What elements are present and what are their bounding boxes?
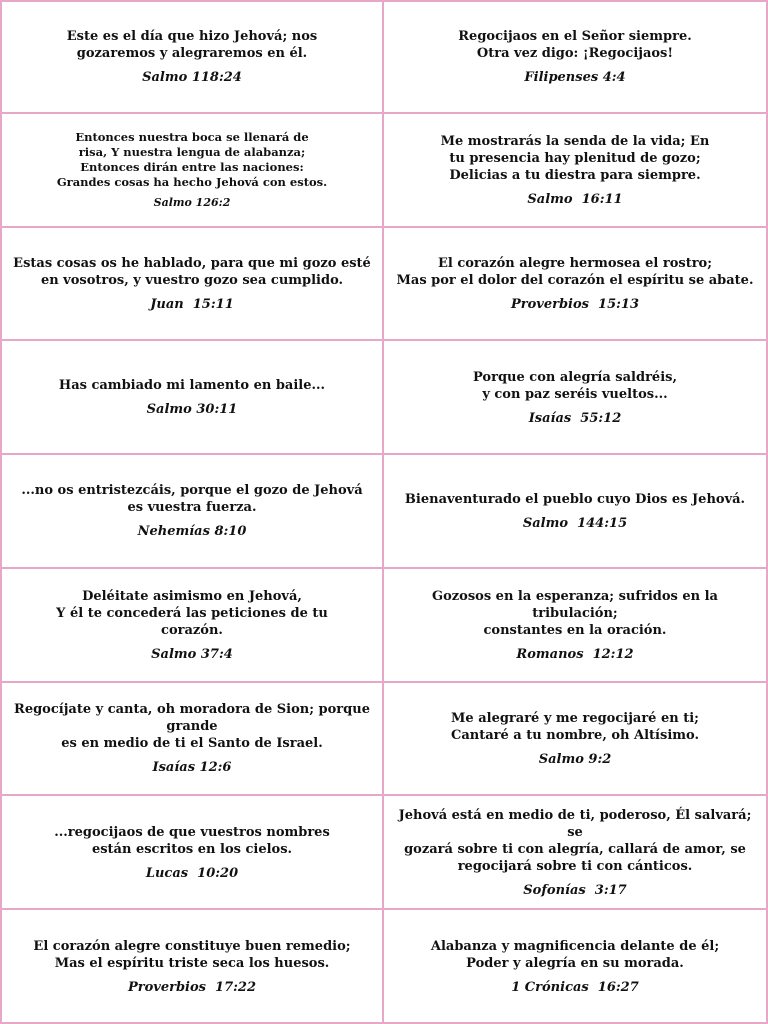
verse-card <box>0 341 384 455</box>
verse-text: ...regocijaos de que vuestros nombres están escritos en los cielos. <box>54 824 330 857</box>
verse-card <box>384 683 768 797</box>
verse-card <box>384 0 768 114</box>
verse-card <box>0 455 384 569</box>
verse-text: Me alegraré y me regocijaré en ti; Cantaré a tu nombre, oh Altísimo. <box>451 710 699 743</box>
verse-reference: Salmo 144:15 <box>522 515 628 531</box>
verse-text: Gozosos en la esperanza; sufridos en la tribulación; constantes en la oración. <box>432 588 718 638</box>
verse-text: Entonces nuestra boca se llenará de risa, Y nuestra lengua de alabanza; Entonces dirán entre las naciones: Grandes cosas ha hecho Jehová con estos. <box>56 130 328 190</box>
verse-reference: Salmo 9:2 <box>538 751 612 767</box>
verse-reference: Salmo 118:24 <box>142 70 242 86</box>
verse-card <box>0 569 384 683</box>
verse-card <box>384 228 768 342</box>
verse-reference: Sofonías 3:17 <box>523 882 627 898</box>
verse-card <box>384 796 768 910</box>
verse-card <box>384 910 768 1024</box>
verse-text: Deléitate asimismo en Jehová, Y él te concederá las peticiones de tu corazón. <box>56 588 328 638</box>
verse-text: El corazón alegre constituye buen remedio; Mas el espíritu triste seca los huesos. <box>33 938 351 971</box>
verse-text: Me mostrarás la senda de la vida; En tu presencia hay plenitud de gozo; Delicias a tu diestra para siempre. <box>440 133 710 183</box>
verse-reference: 1 Crónicas 16:27 <box>511 979 639 995</box>
verse-card <box>0 228 384 342</box>
verse-reference: Juan 15:11 <box>150 296 234 312</box>
verse-card <box>384 569 768 683</box>
verse-reference: Proverbios 15:13 <box>510 296 640 312</box>
verse-reference: Isaías 12:6 <box>152 760 232 776</box>
verse-card <box>0 683 384 797</box>
verse-text: Alabanza y magnificencia delante de él; Poder y alegría en su morada. <box>430 938 720 971</box>
verse-text: ...no os entristezcáis, porque el gozo de Jehová es vuestra fuerza. <box>21 483 363 516</box>
verse-text: El corazón alegre hermosea el rostro; Mas por el dolor del corazón el espíritu se abate. <box>396 255 754 288</box>
verse-reference: Filipenses 4:4 <box>524 70 626 86</box>
verse-card <box>0 0 384 114</box>
verse-text: Regocijaos en el Señor siempre. Otra vez digo: ¡Regocijaos! <box>458 29 692 62</box>
verse-reference: Nehemías 8:10 <box>137 524 247 540</box>
verse-card <box>384 114 768 228</box>
verse-card <box>384 341 768 455</box>
verse-card <box>0 796 384 910</box>
verse-reference: Salmo 16:11 <box>527 191 623 207</box>
verse-reference: Proverbios 17:22 <box>127 979 257 995</box>
verse-reference: Salmo 30:11 <box>146 402 238 418</box>
verse-text: Has cambiado mi lamento en baile... <box>58 378 326 394</box>
verse-text: Jehová está en medio de ti, poderoso, Él salvará; se gozará sobre ti con alegría, callará de amor, se regocijará sobre ti con cánticos. <box>398 807 752 874</box>
verse-card <box>0 114 384 228</box>
verse-reference: Lucas 10:20 <box>145 865 239 881</box>
verse-reference: Salmo 126:2 <box>153 196 231 210</box>
verse-text: Porque con alegría saldréis, y con paz seréis vueltos... <box>473 369 677 402</box>
verse-reference: Romanos 12:12 <box>516 646 634 662</box>
verse-text: Estas cosas os he hablado, para que mi gozo esté en vosotros, y vuestro gozo sea cumplido. <box>13 255 371 288</box>
verse-text: Este es el día que hizo Jehová; nos gozaremos y alegraremos en él. <box>66 29 318 62</box>
verse-reference: Isaías 55:12 <box>528 410 622 426</box>
verse-card <box>0 910 384 1024</box>
verse-text: Bienaventurado el pueblo cuyo Dios es Jehová. <box>404 491 746 507</box>
verse-text: Regocíjate y canta, oh moradora de Sion; porque grande es en medio de ti el Santo de Israel. <box>14 702 370 752</box>
verse-card <box>384 455 768 569</box>
verse-reference: Salmo 37:4 <box>151 646 233 662</box>
